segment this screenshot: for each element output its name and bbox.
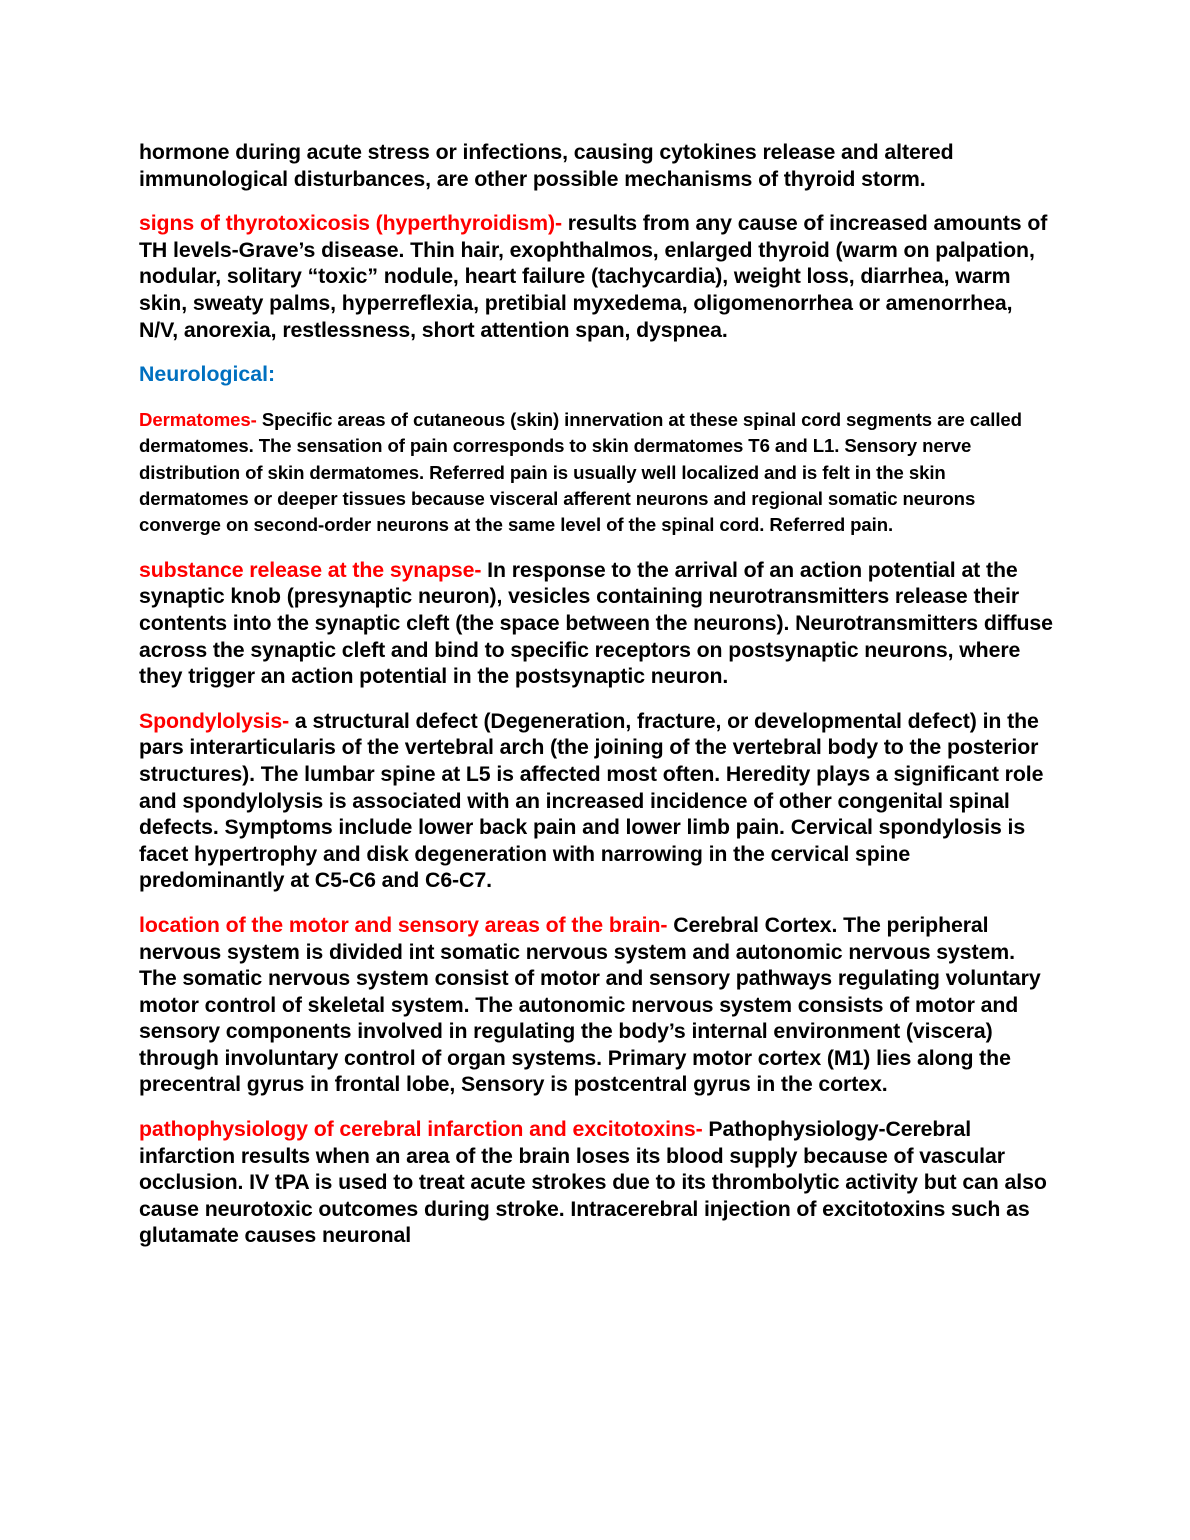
term-label: Spondylolysis- [139,708,290,733]
term-label: pathophysiology of cerebral infarction and excitotoxins- [139,1117,703,1142]
document-page [139,139,1054,1249]
paragraph-thyrotoxicosis [139,210,1054,343]
paragraph-motor-sensory-areas [139,912,1054,1098]
paragraph-spondylolysis [139,708,1054,894]
paragraph-body: Pathophysiology-Cerebral infarction results when an area of the brain loses its blood supply because of vascular occlusion. IV tPA is used to treat acute strokes due to its thrombolytic activity but can also cause neurotoxic outcomes during stroke. Intracerebral injection of excitotoxins such as glutamate causes neuronal [139,1117,1047,1248]
paragraph-thyroid-storm [139,139,1054,192]
paragraph-dermatomes [139,407,1054,539]
paragraph-body: Specific areas of cutaneous (skin) innervation at these spinal cord segments are called dermatomes. The sensation of pain corresponds to skin dermatomes T6 and L1. Sensory nerve distribution of skin dermatomes. Referred pain is usually well localized and is felt in the skin dermatomes or deeper tissues because visceral afferent neurons and regional somatic neurons converge on second-order neurons at the same level of the spinal cord. Referred pain. [139,408,1022,536]
paragraph-body: In response to the arrival of an action potential at the synaptic knob (presynaptic neuron), vesicles containing neurotransmitters release their contents into the synaptic cleft (the space between the neurons). Neurotransmitters diffuse across the synaptic cleft and bind to specific receptors on postsynaptic neurons, where they trigger an action potential in the postsynaptic neuron. [139,557,1053,689]
paragraph-body: results from any cause of increased amounts of TH levels-Grave’s disease. Thin hair, exophthalmos, enlarged thyroid (warm on palpation, nodular, solitary “toxic” nodule, heart failure (tachycardia), weight loss, diarrhea, warm skin, sweaty palms, hyperreflexia, pretibial myxedema, oligomenorrhea or amenorrhea, N/V, anorexia, restlessness, short attention span, dyspnea. [139,211,1048,342]
paragraph-body: Cerebral Cortex. The peripheral nervous system is divided int somatic nervous system and autonomic nervous system. The somatic nervous system consist of motor and sensory pathways regulating voluntary motor control of skeletal system. The autonomic nervous system consists of motor and sensory components involved in regulating the body’s internal environment (viscera) through involuntary control of organ systems. Primary motor cortex (M1) lies along the precentral gyrus in frontal lobe, Sensory is postcentral gyrus in the cortex. [139,912,1041,1097]
paragraph-body: hormone during acute stress or infections, causing cytokines release and altered immunological disturbances, are other possible mechanisms of thyroid storm. [139,140,954,191]
paragraph-synapse [139,557,1054,690]
term-label: Dermatomes- [139,408,257,430]
paragraph-body: a structural defect (Degeneration, fracture, or developmental defect) in the pars interarticularis of the vertebral arch (the joining of the vertebral body to the posterior structures). The lumbar spine at L5 is affected most often. Heredity plays a significant role and spondylolysis is associated with an increased incidence of other congenital spinal defects. Symptoms include lower back pain and lower limb pain. Cervical spondylosis is facet hypertrophy and disk degeneration with narrowing in the cervical spine predominantly at C5-C6 and C6-C7. [139,708,1044,893]
term-label: signs of thyrotoxicosis (hyperthyroidism)- [139,211,562,236]
term-label: location of the motor and sensory areas of the brain- [139,912,668,937]
paragraph-cerebral-infarction [139,1116,1054,1249]
term-label: substance release at the synapse- [139,557,482,582]
section-heading-neurological: Neurological: [139,362,276,387]
